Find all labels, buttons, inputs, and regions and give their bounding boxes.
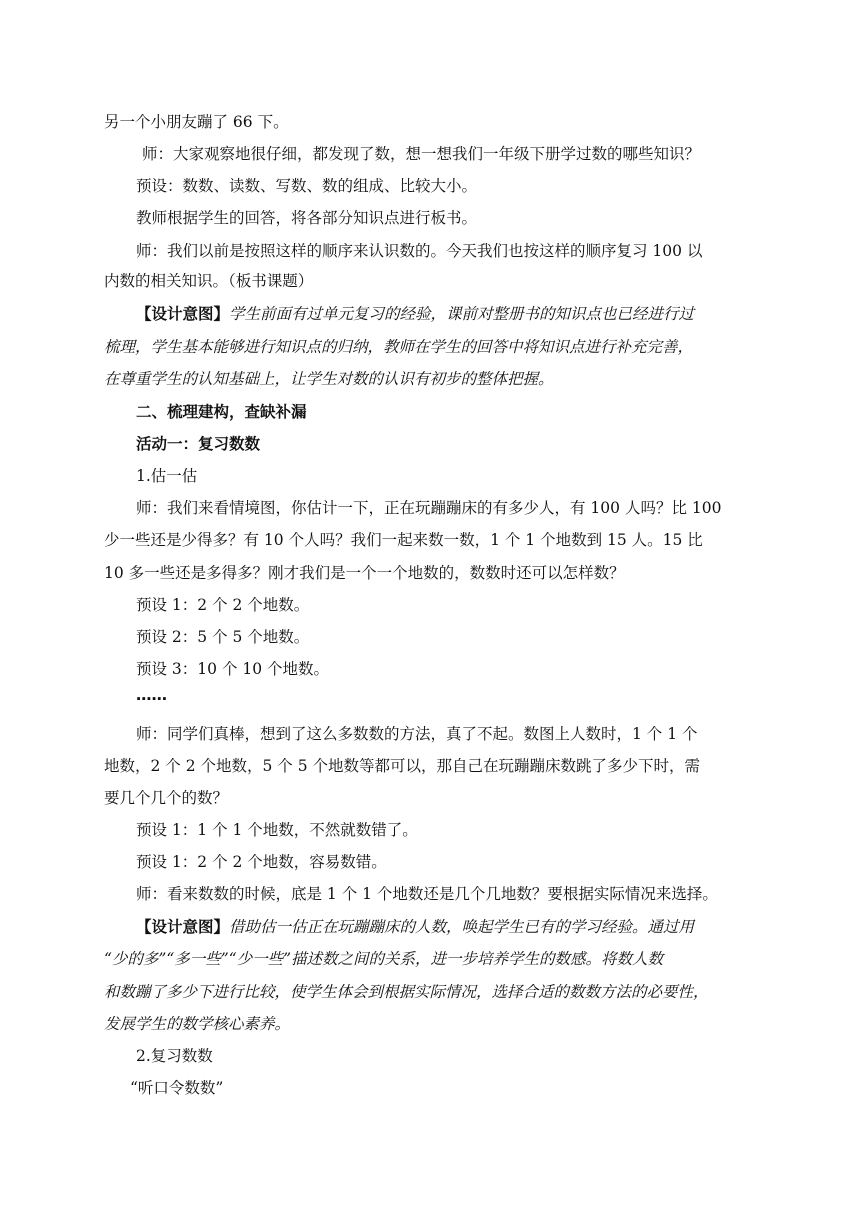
paragraph-line: 师：同学们真棒，想到了这么多数数的方法，真了不起。数图上人数时，1 个 1 个 — [136, 725, 698, 743]
design-intent-text: 借助估一估正在玩蹦蹦床的人数，唤起学生已有的学习经验。通过用 — [229, 918, 695, 936]
paragraph-line: 在尊重学生的认知基础上，让学生对数的认识有初步的整体把握。 — [104, 370, 554, 388]
paragraph-line: 内数的相关知识。（板书课题） — [104, 272, 314, 290]
paragraph-line: 师：大家观察地很仔细，都发现了数，想一想我们一年级下册学过数的哪些知识？ — [142, 145, 701, 163]
paragraph-line: 师：看来数数的时候，底是 1 个 1 个地数还是几个几地数？要根据实际情况来选择。 — [136, 885, 718, 903]
paragraph-line: 少一些还是少得多？有 10 个人吗？我们一起来数一数，1 个 1 个地数到 15 人。15 比 — [104, 531, 703, 549]
design-intent-label: 【设计意图】 — [136, 305, 230, 323]
paragraph-line: 师：我们来看情境图，你估计一下，正在玩蹦蹦床的有多少人，有 100 人吗？比 100 — [136, 499, 722, 517]
subheading: 2.复习数数 — [136, 1047, 213, 1065]
design-intent-line — [136, 304, 764, 324]
paragraph-line: 要几个几个的数？ — [104, 789, 229, 807]
paragraph-line: 预设 1：2 个 2 个地数，容易数错。 — [136, 853, 387, 871]
ellipsis: …… — [136, 686, 167, 704]
paragraph-line: 预设：数数、读数、写数、数的组成、比较大小。 — [136, 177, 478, 195]
paragraph-line: “少的多”“多一些”“少一些”描述数之间的关系，进一步培养学生的数感。将数人数 — [104, 950, 664, 968]
paragraph-line: 另一个小朋友蹦了 66 下。 — [104, 113, 289, 131]
activity-heading: 活动一：复习数数 — [136, 435, 261, 453]
paragraph-line: 预设 1：1 个 1 个地数，不然就数错了。 — [136, 821, 418, 839]
paragraph-line: 教师根据学生的回答，将各部分知识点进行板书。 — [136, 209, 478, 227]
design-intent-text: 学生前面有过单元复习的经验，课前对整册书的知识点也已经进行过 — [229, 305, 695, 323]
paragraph-line: 10 多一些还是多得多？刚才我们是一个一个地数的，数数时还可以怎样数？ — [104, 564, 625, 582]
paragraph-line: 梳理，学生基本能够进行知识点的归纳，教师在学生的回答中将知识点进行补充完善， — [104, 338, 694, 356]
paragraph-line: 预设 3：10 个 10 个地数。 — [136, 660, 330, 678]
paragraph-line: 发展学生的数学核心素养。 — [104, 1015, 291, 1033]
section-heading: 二、梳理建构，查缺补漏 — [136, 403, 307, 421]
paragraph-line: “听口令数数” — [130, 1079, 224, 1097]
paragraph-line: 预设 2：5 个 5 个地数。 — [136, 628, 310, 646]
design-intent-label: 【设计意图】 — [136, 918, 230, 936]
paragraph-line: 预设 1：2 个 2 个地数。 — [136, 596, 310, 614]
design-intent-line — [136, 917, 764, 937]
paragraph-line: 和数蹦了多少下进行比较，使学生体会到根据实际情况，选择合适的数数方法的必要性， — [104, 983, 709, 1001]
paragraph-line: 地数，2 个 2 个地数，5 个 5 个地数等都可以，那自己在玩蹦蹦床数跳了多少下时，需 — [104, 757, 701, 775]
paragraph-line: 师：我们以前是按照这样的顺序来认识数的。今天我们也按这样的顺序复习 100 以 — [136, 242, 703, 260]
subheading: 1.估一估 — [136, 467, 198, 485]
